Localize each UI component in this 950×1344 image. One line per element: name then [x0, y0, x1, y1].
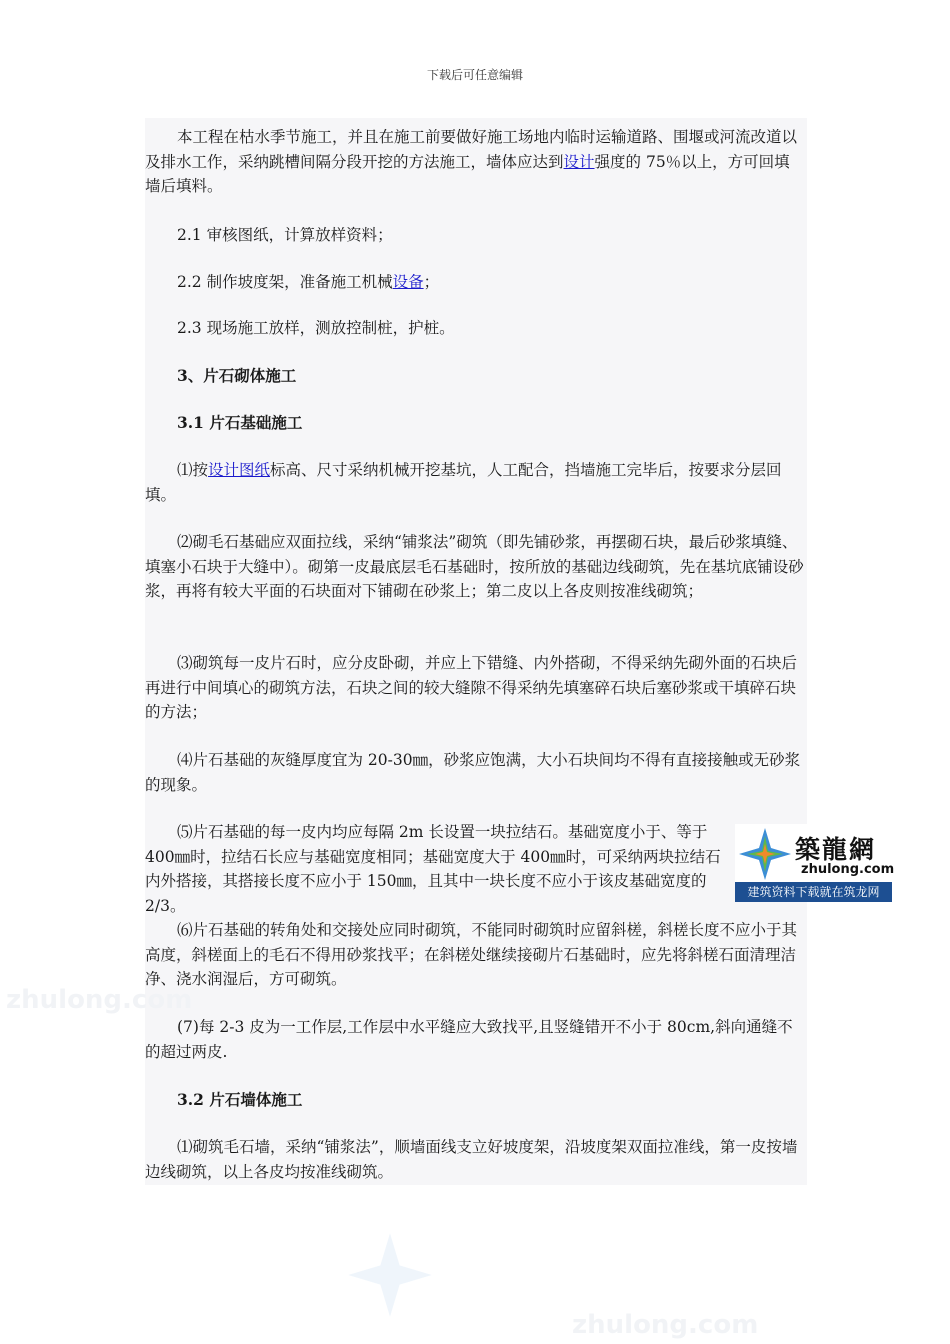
heading-3-2: 3.2 片石墙体施工	[177, 1090, 303, 1109]
logo-star-icon	[737, 826, 793, 882]
paragraph-item-1: ⑴按设计图纸标高、尺寸采纳机械开挖基坑，人工配合，挡墙施工完毕后，按要求分层回填。	[145, 461, 782, 504]
paragraph-item-3: ⑶砌筑每一皮片石时，应分皮卧砌，并应上下错缝、内外搭砌，不得采纳先砌外面的石块后再进行中间填心的砌筑方法，石块之间的较大缝隙不得采纳先填塞碎石块后塞砂浆或干填碎石块的方法；	[145, 654, 798, 721]
logo-chinese-text: 築龍網	[795, 835, 877, 864]
link-design-drawings[interactable]: 设计图纸	[208, 461, 271, 479]
link-design[interactable]: 设计	[563, 152, 595, 171]
watermark-star-icon	[345, 1230, 435, 1320]
paragraph-item-6: ⑹片石基础的转角处和交接处应同时砌筑，不能同时砌筑时应留斜槎，斜槎长度不应小于其高度，斜槎面上的毛石不得用砂浆找平；在斜槎处继续接砌片石基础时，应先将斜槎石面清理洁净、浇水润湿后，方可砌筑。	[145, 921, 798, 988]
watermark-left: zhulong.com	[6, 985, 193, 1015]
paragraph-item-7: (7)每 2-3 皮为一工作层,工作层中水平缝应大致找平,且竖缝错开不小于 80cm,斜向通缝不的超过两皮.	[145, 1018, 793, 1061]
paragraph-item-2: ⑵砌毛石基础应双面拉线，采纳“铺浆法”砌筑（即先铺砂浆，再摆砌石块，最后砂浆填缝、填塞小石块于大缝中）。砌第一皮最底层毛石基础时，按所放的基础边线砌筑，先在基坑底铺设砂浆，再将有较大平面的石块面对下铺砌在砂浆上；第二皮以上各皮则按准线砌筑；	[145, 533, 804, 600]
paragraph-2-3: 2.3 现场施工放样，测放控制桩，护桩。	[177, 319, 455, 337]
heading-3-1: 3.1 片石基础施工	[177, 413, 303, 432]
paragraph-item-5: ⑸片石基础的每一皮内均应每隔 2m 长设置一块拉结石。基础宽度小于、等于 400㎜时，拉结石长应与基础宽度相同；基础宽度大于 400㎜时，可采纳两块拉结石内外搭接，其搭接长度不应小于 150㎜，且其中一块长度不应小于该皮基础宽度的 2/3。	[145, 823, 721, 915]
watermark-bottom: zhulong.com	[572, 1310, 759, 1340]
header-note: 下载后可任意编辑	[426, 68, 523, 82]
paragraph-wall-1: ⑴砌筑毛石墙，采纳“铺浆法”，顺墙面线支立好坡度架，沿坡度架双面拉准线，第一皮按墙边线砌筑，以上各皮均按准线砌筑。	[145, 1138, 798, 1181]
logo-banner: 建筑资料下载就在筑龙网	[735, 882, 892, 902]
paragraph-2-2: 2.2 制作坡度架，准备施工机械设备；	[177, 273, 440, 291]
paragraph-item-4: ⑷片石基础的灰缝厚度宜为 20-30㎜，砂浆应饱满，大小石块间均不得有直接接触或无砂浆的现象。	[145, 751, 801, 794]
heading-3: 3、片石砌体施工	[177, 366, 297, 385]
logo-english-text: zhulong.com	[801, 862, 895, 877]
zhulong-logo	[735, 824, 895, 902]
paragraph-intro: 本工程在枯水季节施工，并且在施工前要做好施工场地内临时运输道路、围堰或河流改道以及排水工作，采纳跳槽间隔分段开挖的方法施工，墙体应达到设计强度的 75％以上，方可回填墙后填料。	[145, 128, 798, 195]
paragraph-2-1: 2.1 审核图纸，计算放样资料；	[177, 226, 393, 244]
link-equipment[interactable]: 设备	[392, 273, 424, 291]
